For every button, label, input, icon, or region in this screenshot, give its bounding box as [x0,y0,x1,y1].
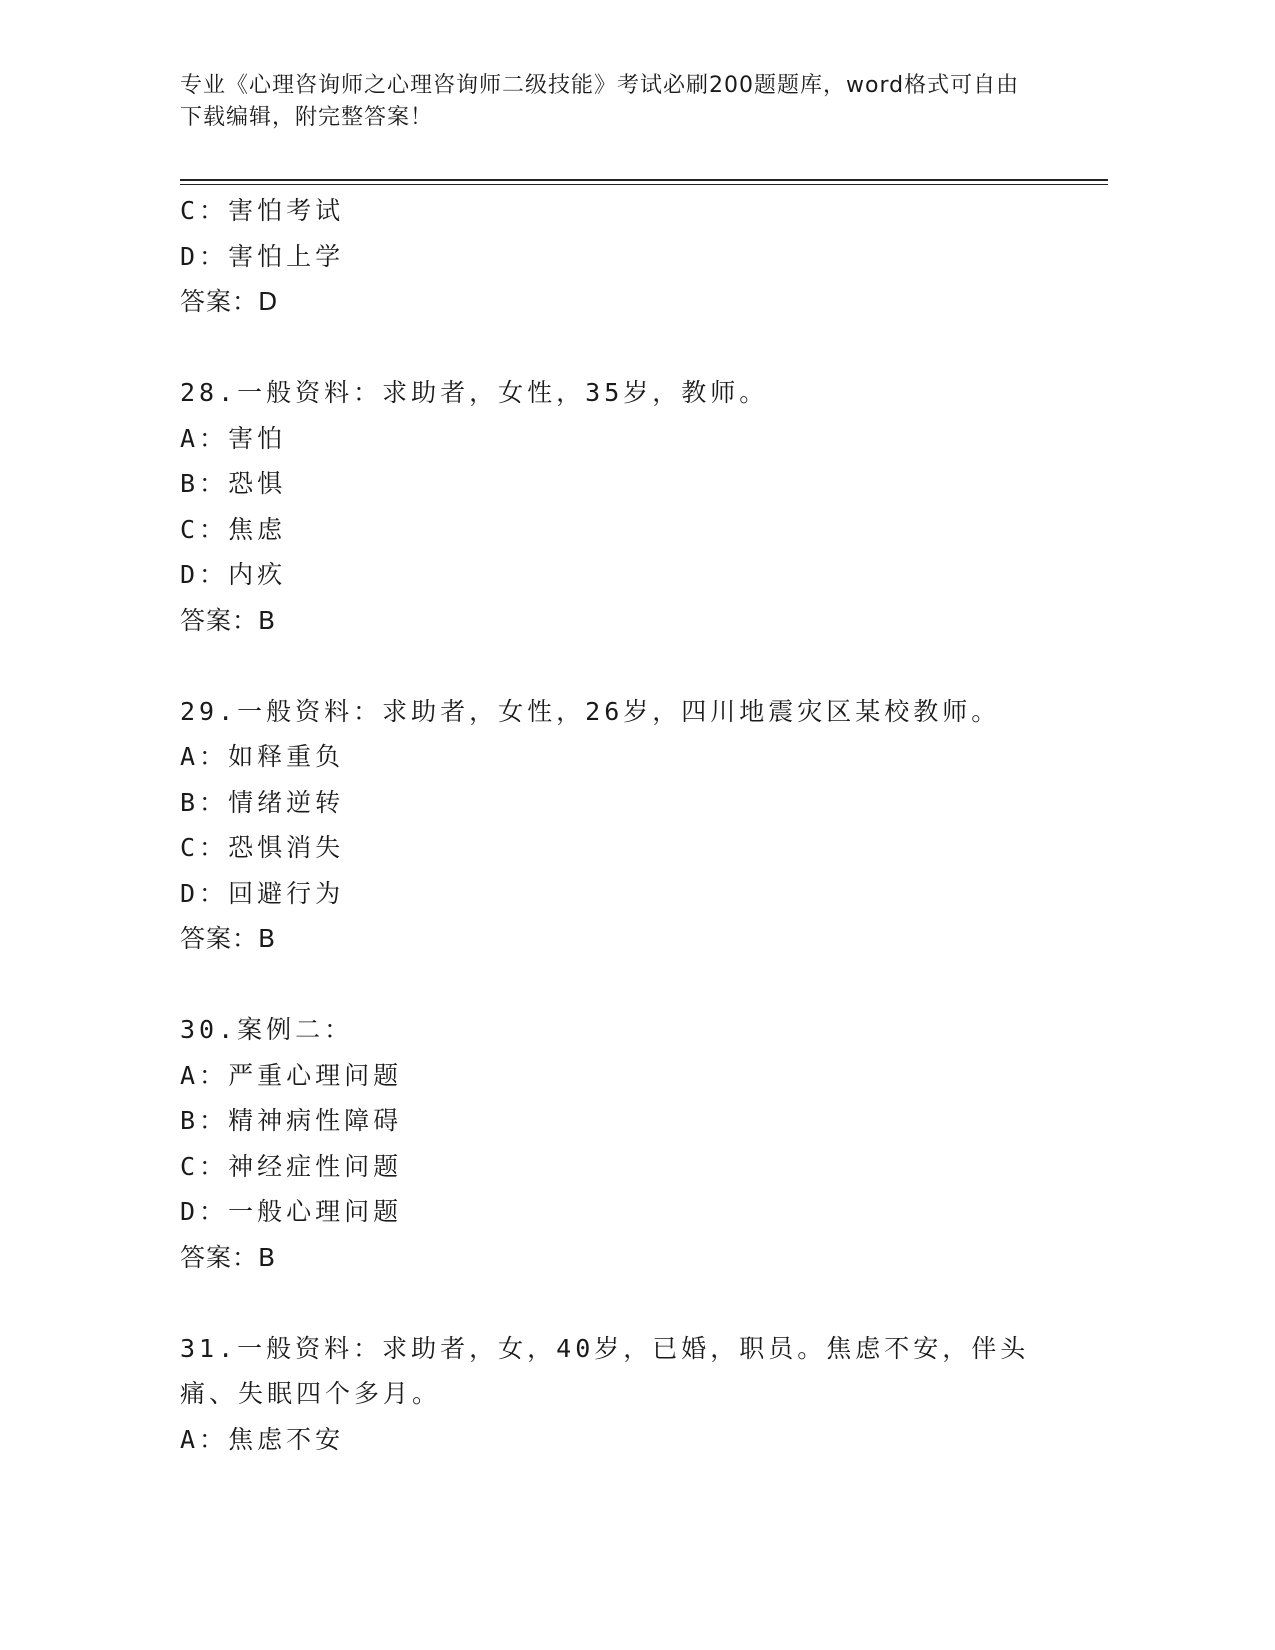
answer-line: 答案：B [180,605,277,635]
answer-line: 答案：D [180,287,279,316]
spacer [180,325,1110,371]
partial-question [180,188,1110,325]
question-29 [180,689,1110,962]
option-b: B：情绪逆转 [180,787,345,817]
question-stem: 28.一般资料：求助者，女性，35岁，教师。 [180,378,769,407]
document-header [180,70,1040,134]
option-d: D：内疚 [180,560,287,589]
option-a: A：焦虑不安 [180,1424,345,1454]
option-d: D：害怕上学 [180,241,345,271]
option-d: D：回避行为 [180,878,345,908]
header-divider-thin [180,184,1108,185]
header-title: 专业《心理咨询师之心理咨询师二级技能》考试必刷200题题库，word格式可自由下载编辑，附完整答案！ [180,73,1020,130]
option-a: A：严重心理问题 [180,1060,403,1090]
question-30 [180,1007,1110,1280]
option-c: C：害怕考试 [180,196,345,225]
spacer [180,643,1110,689]
option-c: C：焦虑 [180,514,287,544]
question-stem: 31.一般资料：求助者，女，40岁，已婚，职员。焦虑不安，伴头痛、失眠四个多月。 [180,1333,1030,1408]
header-divider-thick [180,179,1108,181]
spacer [180,1280,1110,1326]
option-b: B：恐惧 [180,469,287,498]
answer-line: 答案：B [180,924,277,953]
question-list [180,188,1110,1462]
question-31 [180,1326,1110,1463]
spacer [180,962,1110,1008]
question-stem: 30.案例二： [180,1015,354,1044]
option-a: A：如释重负 [180,742,345,771]
question-28 [180,370,1110,643]
option-c: C：恐惧消失 [180,833,345,862]
option-c: C：神经症性问题 [180,1151,403,1181]
option-d: D：一般心理问题 [180,1197,403,1226]
option-b: B：精神病性障碍 [180,1106,403,1135]
question-stem: 29.一般资料：求助者，女性，26岁，四川地震灾区某校教师。 [180,696,1001,726]
option-a: A：害怕 [180,423,287,453]
answer-line: 答案：B [180,1242,277,1272]
